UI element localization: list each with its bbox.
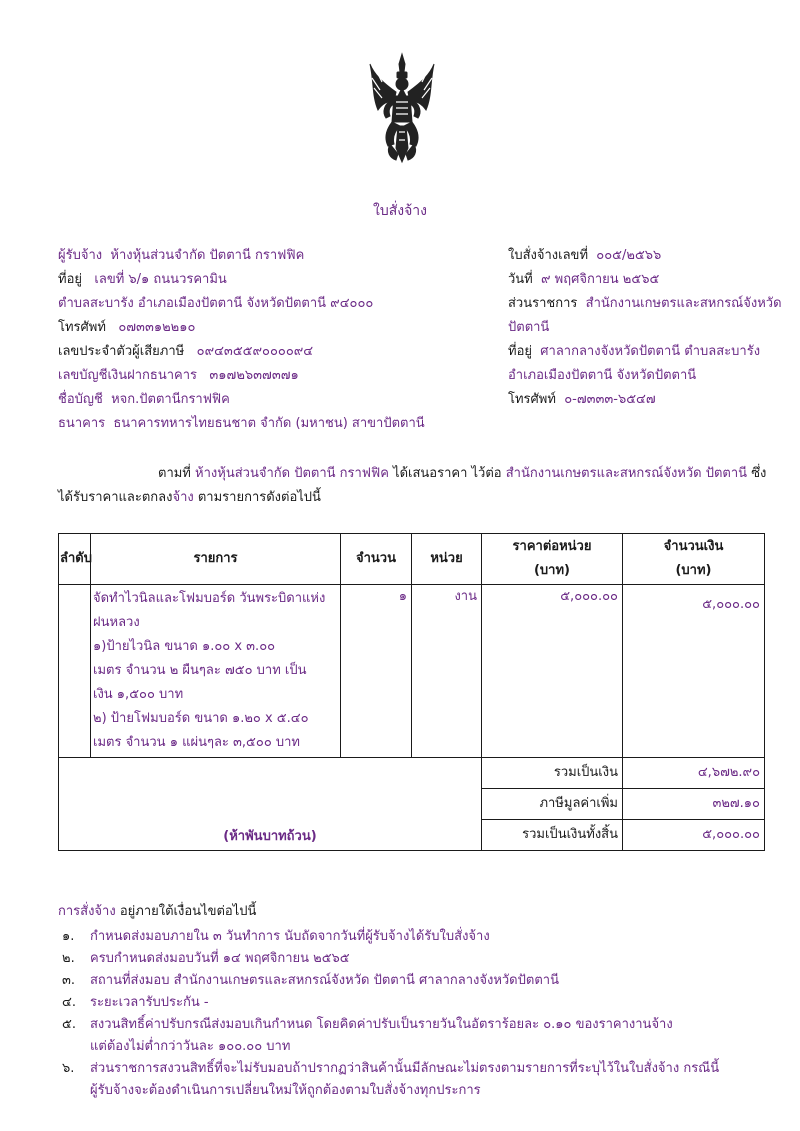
- total-value: ๕,๐๐๐.๐๐: [623, 820, 765, 851]
- subtotal-label: รวมเป็นเงิน: [482, 758, 623, 789]
- list-item: ๔. ระยะเวลารับประกัน -: [62, 995, 209, 1010]
- order-date: วันที่ ๙ พฤศจิกายน ๒๕๖๕: [508, 272, 660, 287]
- vat-value: ๓๒๗.๑๐: [623, 789, 765, 820]
- list-item: ๑. กำหนดส่งมอบภายใน ๓ วันทำการ นับถัดจากวันที่ผู้รับจ้างได้รับใบสั่งจ้าง: [62, 929, 490, 944]
- col-qty: จำนวน: [341, 534, 412, 585]
- contractor-phone: โทรศัพท์ ๐๗๓๓๑๒๒๑๐: [58, 320, 196, 335]
- row-amount: ๕,๐๐๐.๐๐: [623, 585, 765, 758]
- document-title: ใบสั่งจ้าง: [372, 203, 427, 219]
- list-item: ๒. ครบกำหนดส่งมอบวันที่ ๑๔ พฤศจิกายน ๒๕๖๕: [62, 951, 350, 966]
- total-words-cell: [59, 758, 482, 851]
- col-unit: หน่วย: [412, 534, 482, 585]
- table-header-row: [59, 534, 765, 585]
- order-info: [508, 244, 782, 412]
- row-no: [59, 585, 91, 758]
- row-qty: ๑: [341, 585, 412, 758]
- agency-address: ที่อยู่ ศาลากลางจังหวัดปัตตานี ตำบลสะบารัง: [508, 344, 761, 359]
- contractor-address: ที่อยู่ เลขที่ ๖/๑ ถนนวรคามิน: [58, 272, 227, 287]
- conditions-heading: การสั่งจ้าง อยู่ภายใต้เงื่อนไขต่อไปนี้: [58, 904, 257, 919]
- table-row: [59, 585, 765, 758]
- row-unit: งาน: [412, 585, 482, 758]
- agency-address-line2: อำเภอเมืองปัตตานี จังหวัดปัตตานี: [508, 368, 697, 383]
- contractor-tax-id: เลขประจำตัวผู้เสียภาษี ๐๙๔๓๕๕๙๐๐๐๐๙๔: [58, 344, 314, 359]
- contractor-info: [58, 244, 425, 436]
- contractor-name: ผู้รับจ้าง ห้างหุ้นส่วนจำกัด ปัตตานี กราฟฟิค: [58, 248, 305, 263]
- subtotal-row: [59, 758, 765, 789]
- col-no: ลำดับ: [59, 534, 91, 585]
- items-table: [58, 533, 765, 851]
- intro-paragraph: ตามที่ ห้างหุ้นส่วนจำกัด ปัตตานี กราฟฟิค ได้เสนอราคา ไว้ต่อ สำนักงานเกษตรและสหกรณ์จังหวัด ปัตตานี ซึ่ง ได้รับราคาและตกลงจ้าง ตามรายการดังต่อไปนี้: [58, 466, 767, 505]
- contractor-account-name: ชื่อบัญชี หจก.ปัตตานีกราฟฟิค: [58, 392, 230, 407]
- row-unit-price: ๕,๐๐๐.๐๐: [482, 585, 623, 758]
- subtotal-value: ๔,๖๗๒.๙๐: [623, 758, 765, 789]
- col-amount: จำนวนเงิน (บาท): [623, 534, 765, 585]
- total-label: รวมเป็นเงินทั้งสิ้น: [482, 820, 623, 851]
- order-number: ใบสั่งจ้างเลขที่ ๐๐๕/๒๕๖๖: [508, 248, 662, 263]
- list-item: ๕. สงวนสิทธิ์ค่าปรับกรณีส่งมอบเกินกำหนด โดยคิดค่าปรับเป็นรายวันในอัตราร้อยละ ๐.๑๐ ของราคางานจ้าง แต่ต้องไม่ต่ำกว่าวันละ ๑๐๐.๐๐ บาท: [62, 1017, 673, 1054]
- agency-phone: โทรศัพท์ ๐-๗๓๓๓-๖๕๔๗: [508, 392, 656, 407]
- agency-name-line2: ปัตตานี: [508, 320, 550, 335]
- conditions-list: [58, 926, 778, 1102]
- list-item: ๓. สถานที่ส่งมอบ สำนักงานเกษตรและสหกรณ์จังหวัด ปัตตานี ศาลากลางจังหวัดปัตตานี: [62, 973, 559, 988]
- garuda-emblem-icon: [368, 52, 436, 164]
- agency-name: ส่วนราชการ สำนักงานเกษตรและสหกรณ์จังหวัด: [508, 296, 782, 311]
- vat-label: ภาษีมูลค่าเพิ่ม: [482, 789, 623, 820]
- contractor-bank: ธนาคาร ธนาคารทหารไทยธนชาต จำกัด (มหาชน) สาขาปัตตานี: [58, 416, 425, 431]
- total-words: (ห้าพันบาทถ้วน): [223, 829, 317, 844]
- col-item: รายการ: [91, 534, 341, 585]
- col-unit-price: ราคาต่อหน่วย (บาท): [482, 534, 623, 585]
- contractor-address-line2: ตำบลสะบารัง อำเภอเมืองปัตตานี จังหวัดปัตตานี ๙๔๐๐๐: [58, 296, 374, 311]
- contractor-bank-account: เลขบัญชีเงินฝากธนาคาร ๓๑๗๒๖๓๗๓๗๑: [58, 368, 299, 383]
- row-description: จัดทำไวนิลและโฟมบอร์ด วันพระบิดาแห่ง ฝนหลวง ๑)ป้ายไวนิล ขนาด ๑.๐๐ x ๓.๐๐ เมตร จำนวน ๒ ผืนๆละ ๗๕๐ บาท เป็น เงิน ๑,๕๐๐ บาท ๒) ป้ายโฟมบอร์ด ขนาด ๑.๒๐ x ๕.๔๐ เมตร จำนวน ๑ แผ่นๆละ ๓,๕๐๐ บาท: [91, 585, 341, 758]
- list-item: ๖. ส่วนราชการสงวนสิทธิ์ที่จะไม่รับมอบถ้าปรากฏว่าสินค้านั้นมีลักษณะไม่ตรงตามรายการที่ระบุไว้ในใบสั่งจ้าง กรณีนี้ ผู้รับจ้างจะต้องดำเนินการเปลี่ยนใหม่ให้ถูกต้องตามใบสั่งจ้างทุกประการ: [62, 1061, 720, 1098]
